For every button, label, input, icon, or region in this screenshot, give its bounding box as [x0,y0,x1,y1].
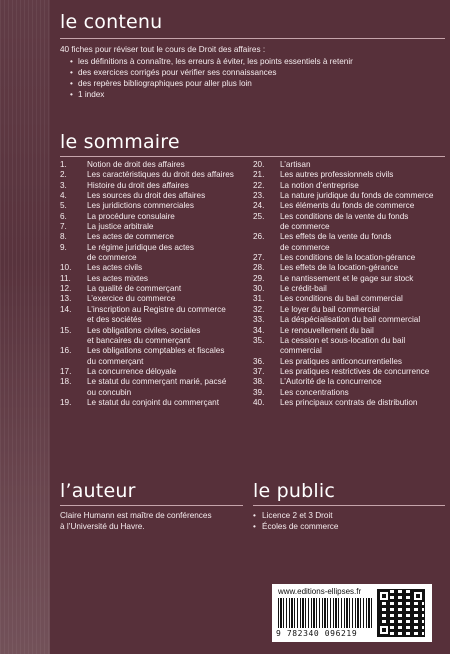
toc-entry-title: Les éléments du fonds de commerce [280,201,415,211]
contenu-bullet-item: • 1 index [70,89,440,100]
toc-entry [253,170,445,180]
toc-entry-number: 11. [60,273,71,283]
toc-entry [253,305,445,315]
toc-entry-number: 15. [60,325,72,335]
toc-entry-number: 30. [253,284,265,294]
toc-entry-number: 17. [60,366,72,376]
toc-entry [253,274,445,284]
toc-entry-title: Les actes mixtes [87,273,148,283]
toc-entry-number: 33. [253,315,265,325]
toc-entry-title: Les actes civils [87,263,143,273]
toc-entry-title: La justice arbitrale [87,222,154,232]
qr-corner-mark [378,590,390,602]
auteur-rule [60,505,243,506]
qr-corner-mark [378,624,390,636]
toc-entry [60,377,250,398]
toc-entry-number: 7. [60,222,67,232]
toc-entry-number: 40. [253,397,265,407]
toc-entry-number: 16. [60,346,72,356]
toc-entry-number: 5. [60,201,67,211]
toc-entry [60,305,250,326]
toc-entry-title: La cession et sous-location du bail commercial [280,335,406,356]
toc-entry [253,367,445,377]
toc-entry-title: Les pratiques anticoncurrentielles [280,356,402,366]
toc-entry [60,367,250,377]
toc-entry-number: 10. [60,263,72,273]
toc-entry [253,253,445,263]
toc-entry [253,263,445,273]
contenu-heading: le contenu [60,11,163,33]
contenu-block [60,44,440,100]
toc-entry-title: Les conditions du bail commercial [280,294,403,304]
toc-entry [60,326,250,347]
toc-entry-number: 32. [253,304,265,314]
toc-entry-number: 1. [60,160,67,169]
toc-entry-number: 14. [60,304,72,314]
toc-entry-number: 4. [60,191,67,201]
public-item: • Licence 2 et 3 Droit [253,510,433,521]
contenu-bullet-list [60,56,440,100]
toc-entry-title: Le statut du commerçant marié, pacsé ou concubin [87,377,227,397]
toc-entry-title: Notion de droit des affaires [87,160,185,169]
contenu-bullet-item: • des exercices corrigés pour vérifier ses connaissances [70,67,440,78]
toc-entry-title: Les juridictions commerciales [87,201,194,211]
toc-entry-title: La concurrence déloyale [87,366,177,376]
toc-entry [253,294,445,304]
toc-entry [60,181,250,191]
toc-entry [60,222,250,232]
sommaire-right-column [253,160,445,408]
toc-entry-title: Les conditions de la location-gérance [280,253,416,263]
toc-entry-number: 3. [60,180,67,190]
sommaire-heading: le sommaire [60,131,180,153]
toc-entry-number: 2. [60,170,67,180]
toc-entry [60,346,250,367]
isbn-number: 9 782340 096219 [276,629,358,638]
public-heading: le public [253,480,335,502]
toc-entry [60,243,250,264]
toc-entry-title: Le crédit-bail [280,284,327,294]
toc-entry-number: 12. [60,284,72,294]
toc-entry [253,212,445,233]
toc-entry-number: 6. [60,211,67,221]
toc-entry [60,232,250,242]
toc-entry-number: 20. [253,160,265,169]
toc-entry-number: 26. [253,232,265,242]
toc-entry-number: 34. [253,325,265,335]
decorative-stripes [0,0,50,654]
toc-entry-number: 37. [253,366,265,376]
toc-entry-number: 9. [60,242,67,252]
toc-entry [253,201,445,211]
toc-entry-title: La procédure consulaire [87,211,175,221]
toc-entry-title: Le statut du conjoint du commerçant [87,397,219,407]
sommaire-left-column [60,160,250,408]
contenu-rule [60,38,445,39]
toc-entry-title: Les principaux contrats de distribution [280,397,418,407]
toc-entry [60,398,250,408]
public-rule [253,505,445,506]
toc-entry-title: Les effets de la vente du fonds de commerce [280,232,392,252]
sommaire-rule [60,156,445,157]
toc-entry [253,191,445,201]
toc-entry-title: Les pratiques restrictives de concurrence [280,366,430,376]
toc-entry-number: 24. [253,201,265,211]
toc-entry-title: Les actes de commerce [87,232,174,242]
toc-entry-number: 31. [253,294,265,304]
auteur-text: Claire Humann est maître de conférences à l’Université du Havre. [60,511,212,531]
toc-entry-title: La déspécialisation du bail commercial [280,315,421,325]
toc-entry-title: L’Autorité de la concurrence [280,377,382,387]
toc-entry [253,284,445,294]
toc-entry-number: 35. [253,335,265,345]
toc-entry [60,170,250,180]
toc-entry-number: 36. [253,356,265,366]
toc-entry [60,284,250,294]
toc-entry [60,201,250,211]
toc-entry-title: Les autres professionnels civils [280,170,394,180]
toc-entry [253,315,445,325]
toc-entry-title: Le nantissement et le gage sur stock [280,273,414,283]
toc-entry-number: 22. [253,180,265,190]
public-item: • Écoles de commerce [253,521,433,532]
toc-entry-title: Le loyer du bail commercial [280,304,380,314]
toc-entry-number: 8. [60,232,67,242]
toc-entry [253,160,445,170]
toc-entry-title: Les conditions de la vente du fonds de commerce [280,211,409,232]
toc-entry [60,274,250,284]
toc-entry-title: Histoire du droit des affaires [87,180,189,190]
toc-entry [253,336,445,357]
toc-entry-number: 38. [253,377,265,387]
toc-entry-number: 29. [253,273,265,283]
toc-entry-title: Les sources du droit des affaires [87,191,206,201]
toc-entry [60,212,250,222]
toc-entry-number: 39. [253,387,265,397]
qr-code-icon [378,590,424,636]
toc-entry-title: Les caractéristiques du droit des affaires [87,170,234,180]
toc-entry [253,326,445,336]
publisher-website: www.editions-ellipses.fr [278,587,362,596]
toc-entry [253,357,445,367]
barcode-bars [278,598,374,628]
toc-entry [253,181,445,191]
toc-entry [60,160,250,170]
toc-entry-title: Le régime juridique des actes de commerce [87,242,194,263]
toc-entry-title: Les obligations civiles, sociales et bancaires du commerçant [87,325,201,345]
toc-entry [253,377,445,387]
toc-entry-title: La nature juridique du fonds de commerce [280,191,434,201]
toc-entry [253,388,445,398]
qr-corner-mark [412,590,424,602]
barcode-box [272,584,432,642]
contenu-intro: 40 fiches pour réviser tout le cours de Droit des affaires : [60,45,266,54]
toc-entry-number: 19. [60,397,72,407]
toc-entry-title: L’artisan [280,160,311,169]
toc-entry-title: La notion d’entreprise [280,180,359,190]
toc-entry-number: 13. [60,294,72,304]
auteur-heading: l’auteur [60,480,136,502]
toc-entry-title: Les obligations comptables et fiscales du commerçant [87,346,225,366]
toc-entry [60,294,250,304]
toc-entry-number: 18. [60,377,72,387]
toc-entry-title: L’inscription au Registre du commerce et des sociétés [87,304,226,325]
contenu-bullet-item: • les définitions à connaître, les erreurs à éviter, les points essentiels à retenir [70,56,440,67]
toc-entry-number: 27. [253,253,265,263]
toc-entry [253,398,445,408]
toc-entry-title: Les concentrations [280,387,349,397]
toc-entry [253,232,445,253]
toc-entry-title: L’exercice du commerce [87,294,176,304]
toc-entry [60,263,250,273]
toc-entry-title: Les effets de la location-gérance [280,263,399,273]
toc-entry-number: 28. [253,263,265,273]
toc-entry-number: 23. [253,191,265,201]
toc-entry-title: La qualité de commerçant [87,284,182,294]
toc-entry [60,191,250,201]
public-list [253,510,433,532]
toc-entry-number: 21. [253,170,265,180]
toc-entry-title: Le renouvellement du bail [280,325,374,335]
toc-entry-number: 25. [253,211,265,221]
contenu-bullet-item: • des repères bibliographiques pour aller plus loin [70,78,440,89]
